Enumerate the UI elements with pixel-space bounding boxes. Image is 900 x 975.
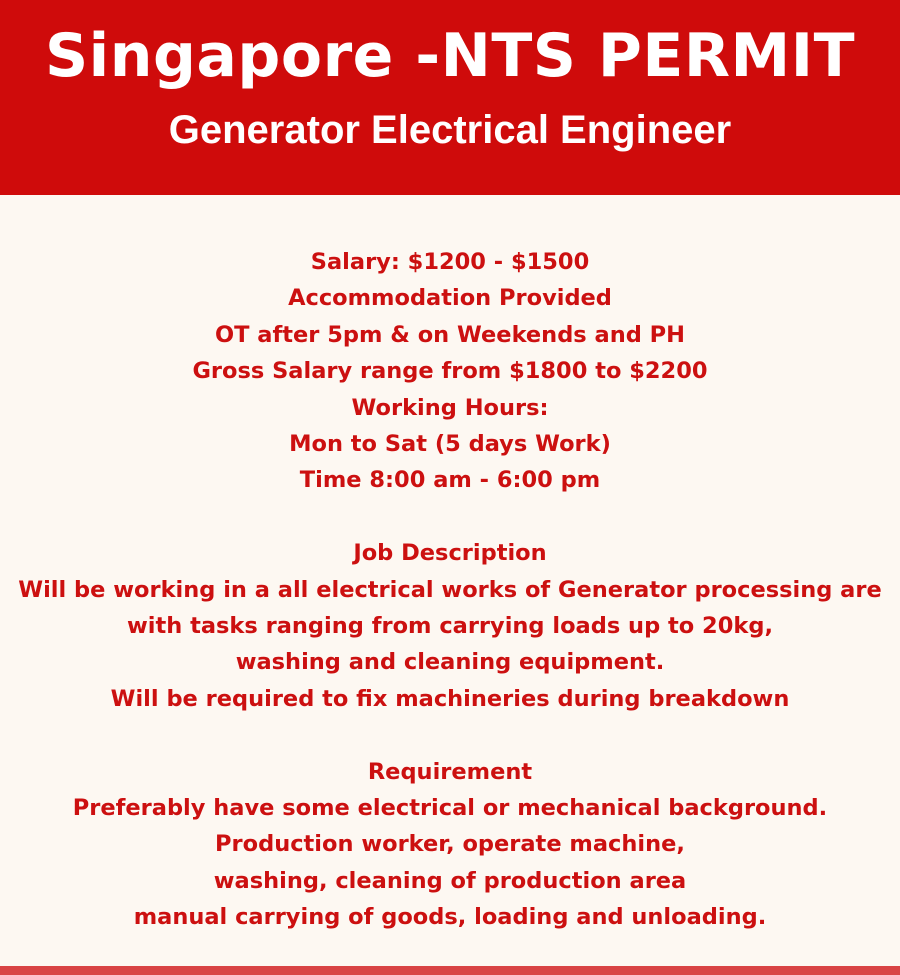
- job-title: Generator Electrical Engineer: [168, 108, 732, 152]
- requirement-line: manual carrying of goods, loading and unloading.: [133, 904, 767, 931]
- requirement-heading: Requirement: [367, 758, 533, 785]
- working-days-line: Mon to Sat (5 days Work): [289, 431, 611, 458]
- section-spacer: [0, 717, 900, 753]
- working-time-line: Time 8:00 am - 6:00 pm: [299, 467, 601, 494]
- overtime-line: OT after 5pm & on Weekends and PH: [215, 321, 685, 348]
- job-description-line: Will be required to fix machineries during breakdown: [110, 685, 790, 712]
- header-banner: [0, 0, 900, 195]
- accommodation-line: Accommodation Provided: [288, 285, 612, 312]
- gross-salary-line: Gross Salary range from $1800 to $2200: [192, 358, 708, 385]
- requirement-line: Production worker, operate machine,: [215, 831, 685, 858]
- job-description-line: washing and cleaning equipment.: [235, 649, 665, 676]
- job-details: [0, 244, 900, 936]
- requirement-line: washing, cleaning of production area: [213, 867, 687, 894]
- footer-bar: [0, 966, 900, 975]
- details-section: [0, 244, 900, 499]
- job-description-line: Will be working in a all electrical works of Generator processing are: [18, 576, 882, 603]
- job-description-line: with tasks ranging from carrying loads up to 20kg,: [127, 613, 773, 640]
- section-spacer: [0, 499, 900, 535]
- requirement-line: Preferably have some electrical or mechanical background.: [72, 795, 828, 822]
- salary-line: Salary: $1200 - $1500: [310, 249, 590, 275]
- requirement-section: [0, 754, 900, 936]
- job-description-heading: Job Description: [353, 540, 547, 567]
- page-title: Singapore -NTS PERMIT: [44, 21, 856, 91]
- job-description-section: [0, 535, 900, 717]
- working-hours-label: Working Hours:: [351, 394, 549, 421]
